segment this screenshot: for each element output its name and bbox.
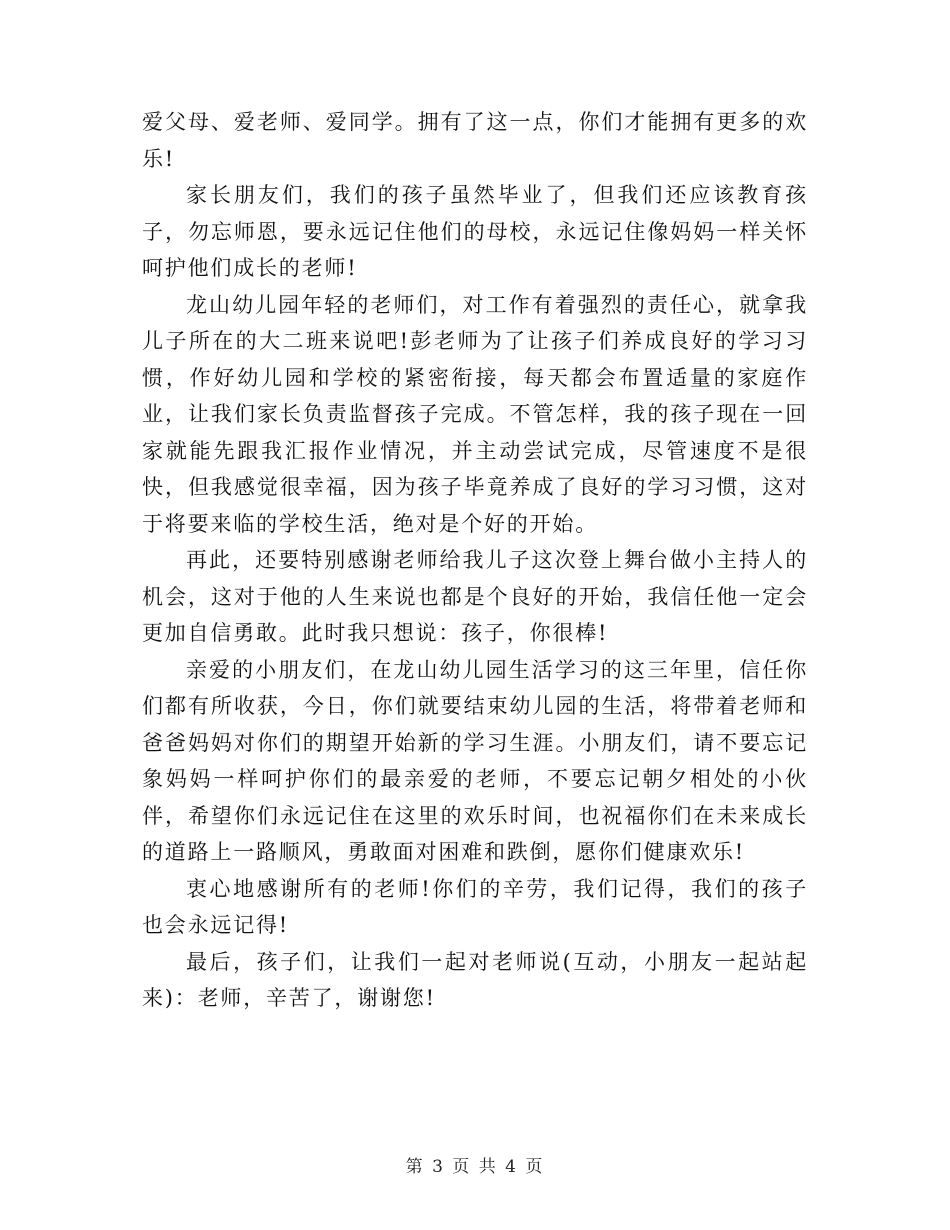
paragraph-closing: 最后，孩子们，让我们一起对老师说(互动，小朋友一起站起来)：老师，辛苦了，谢谢您!: [142, 949, 808, 1010]
paragraph-parents: 家长朋友们，我们的孩子虽然毕业了，但我们还应该教育孩子，勿忘师恩，要永远记住他们的母校，永远记住像妈妈一样关怀呵护他们成长的老师!: [142, 183, 808, 280]
page-number: 第 3 页 共 4 页: [405, 1157, 545, 1177]
paragraph-continuation: 爱父母、爱老师、爱同学。拥有了这一点，你们才能拥有更多的欢乐!: [142, 110, 808, 171]
document-body: [142, 104, 808, 1017]
paragraph-children: 亲爱的小朋友们，在龙山幼儿园生活学习的这三年里，信任你们都有所收获，今日，你们就要结束幼儿园的生活，将带着老师和爸爸妈妈对你们的期望开始新的学习生涯。小朋友们，请不要忘记象妈妈一样呵护你们的最亲爱的老师，不要忘记朝夕相处的小伙伴，希望你们永远记住在这里的欢乐时间，也祝福你们在未来成长的道路上一路顺风，勇敢面对困难和跌倒，愿你们健康欢乐!: [142, 657, 808, 864]
paragraph-gratitude: 衷心地感谢所有的老师!你们的辛劳，我们记得，我们的孩子也会永远记得!: [142, 876, 808, 937]
paragraph-thanks-host: 再此，还要特别感谢老师给我儿子这次登上舞台做小主持人的机会，这对于他的人生来说也都是个良好的开始，我信任他一定会更加自信勇敢。此时我只想说：孩子，你很棒!: [142, 548, 808, 645]
paragraph-teachers-responsibility: 龙山幼儿园年轻的老师们，对工作有着强烈的责任心，就拿我儿子所在的大二班来说吧!彭老师为了让孩子们养成良好的学习习惯，作好幼儿园和学校的紧密衔接，每天都会布置适量的家庭作业，让我们家长负责监督孩子完成。不管怎样，我的孩子现在一回家就能先跟我汇报作业情况，并主动尝试完成，尽管速度不是很快，但我感觉很幸福，因为孩子毕竟养成了良好的学习习惯，这对于将要来临的学校生活，绝对是个好的开始。: [142, 292, 808, 536]
